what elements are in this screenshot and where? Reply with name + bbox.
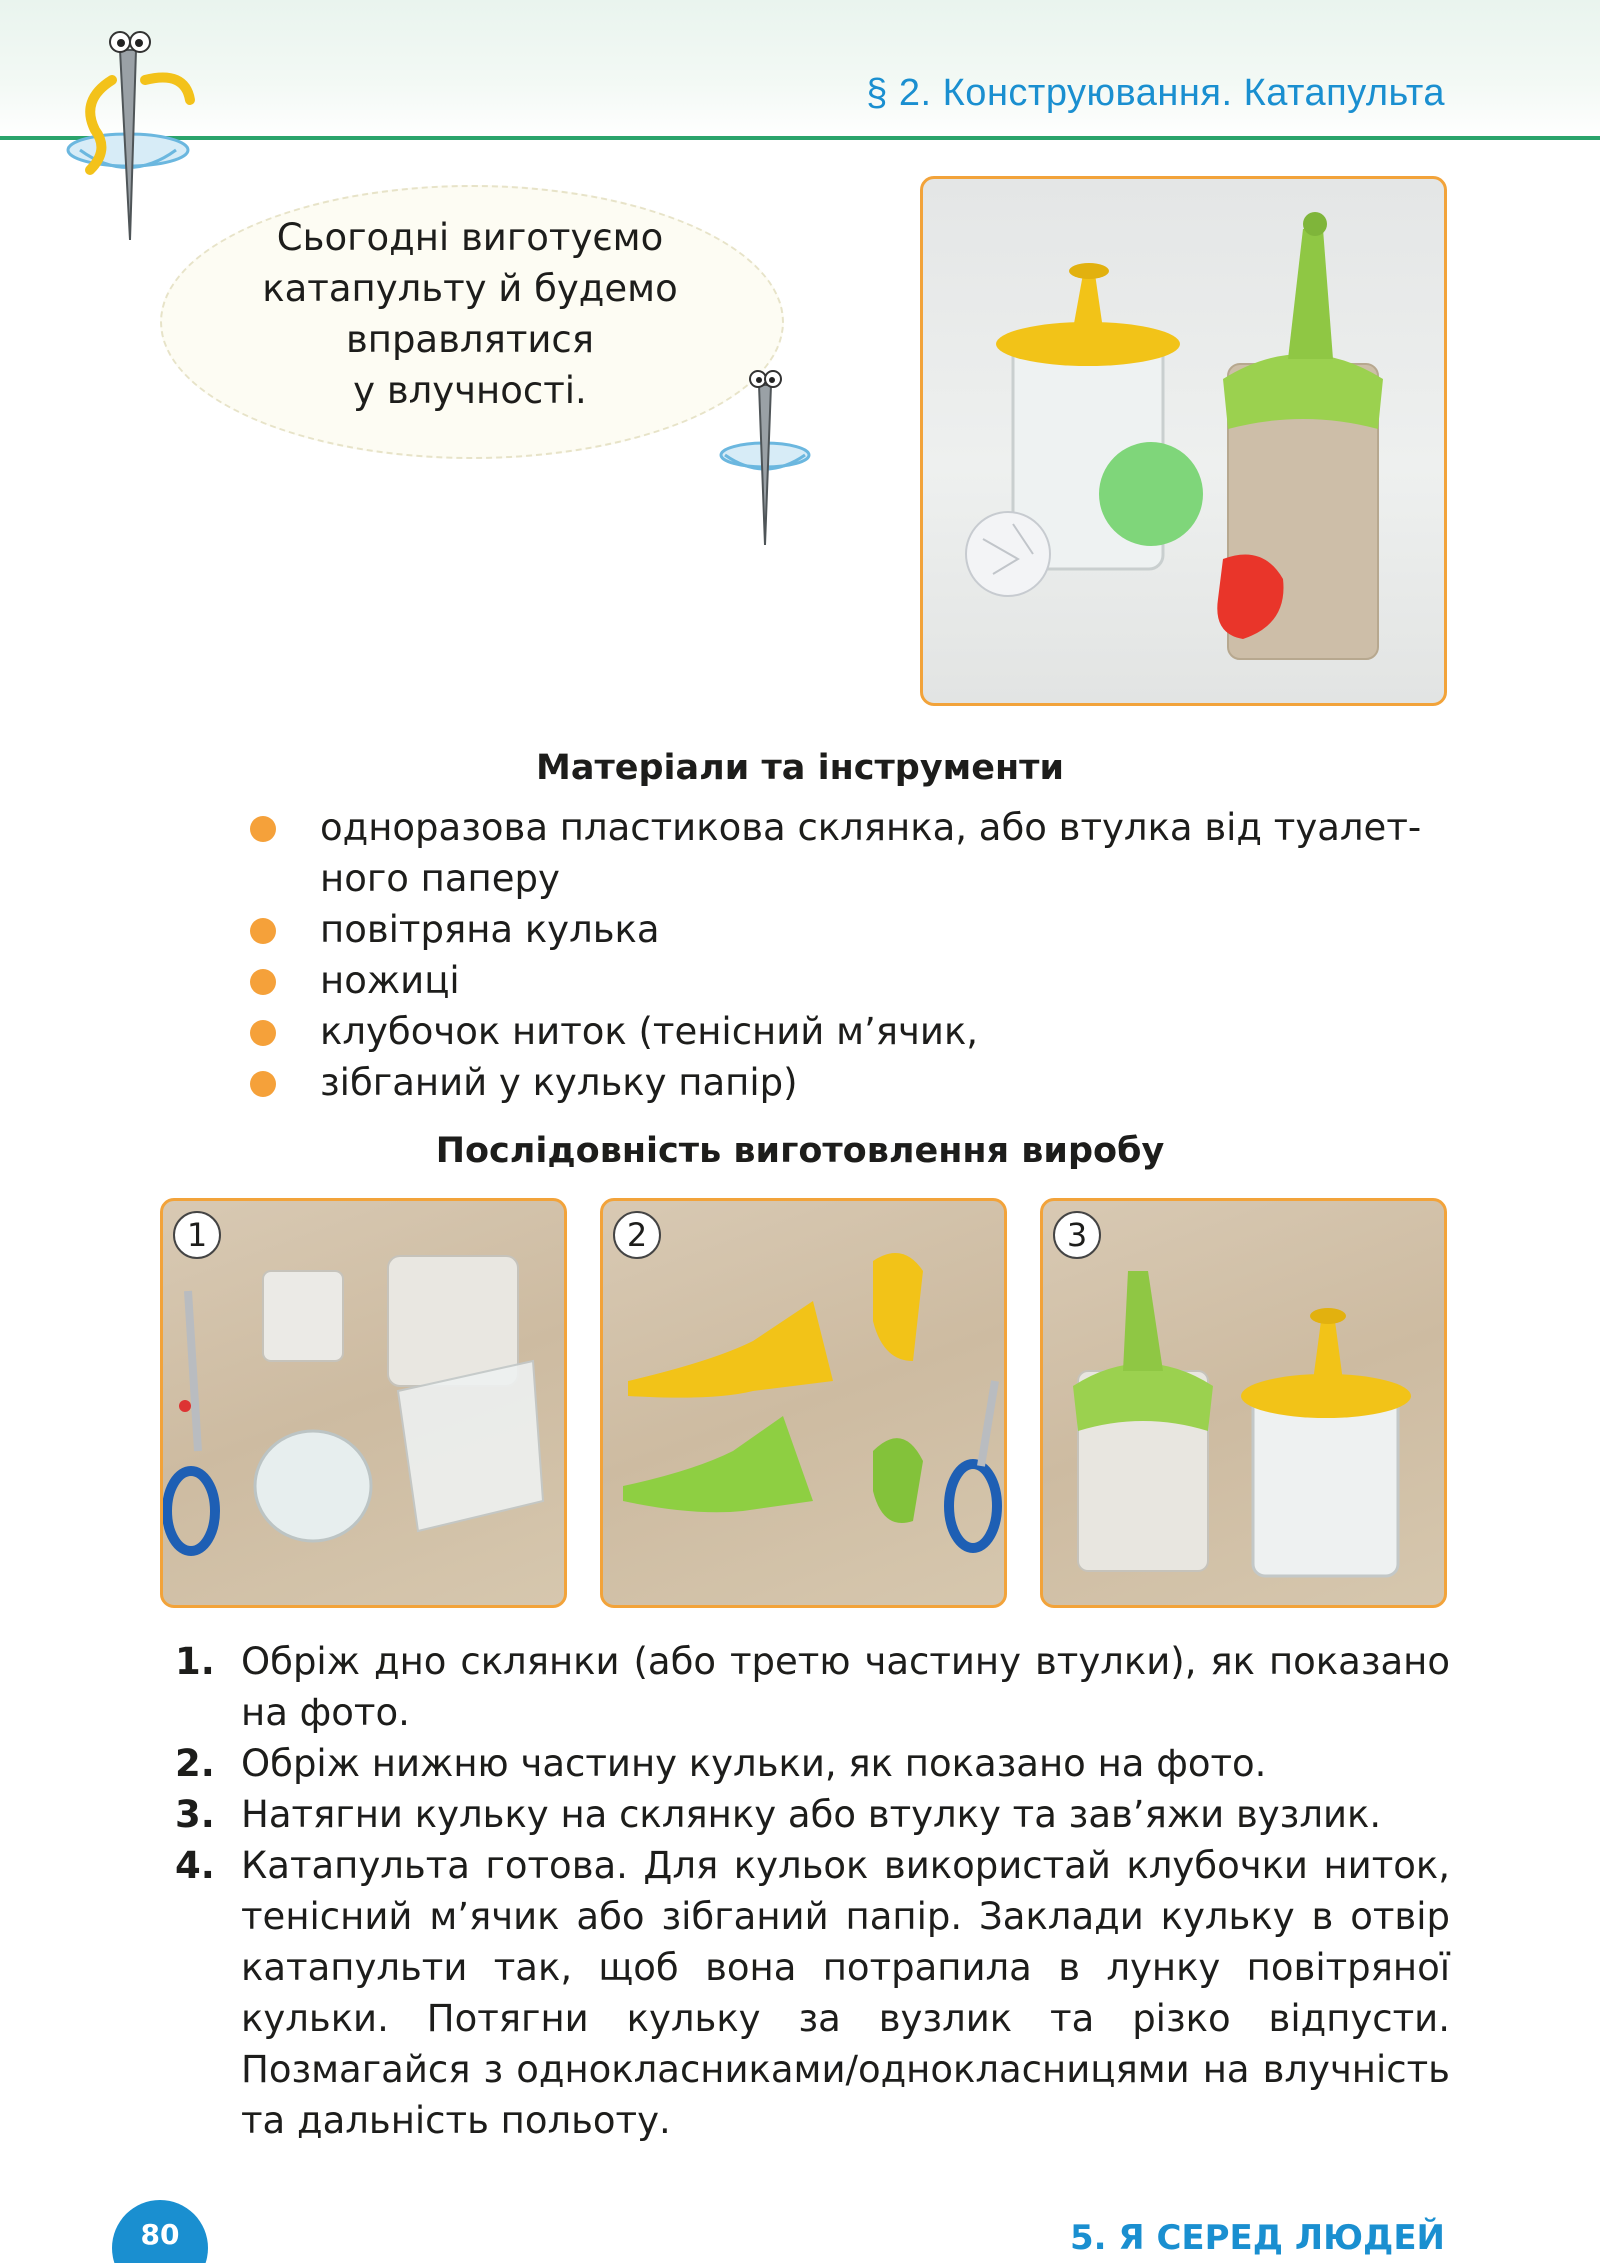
bullet-icon xyxy=(250,816,276,842)
list-item xyxy=(250,802,1450,904)
step-photo-3 xyxy=(1040,1198,1447,1608)
bullet-icon xyxy=(250,918,276,944)
bullet-icon xyxy=(250,1020,276,1046)
step-photos xyxy=(160,1198,1450,1608)
bullet-icon xyxy=(250,1071,276,1097)
page-number: 80 xyxy=(140,2218,180,2251)
speech-line: у влучності. xyxy=(353,369,587,412)
step-1-illustration xyxy=(163,1201,564,1605)
speech-bubble-text xyxy=(210,212,730,416)
material-text: ножиці xyxy=(320,959,460,1002)
step-photo-1 xyxy=(160,1198,567,1608)
step-text: Натягни кульку на склянку або втулку та зав’яжи вузлик. xyxy=(241,1793,1382,1836)
header-divider xyxy=(0,136,1600,140)
materials-heading: Матеріали та інструменти xyxy=(536,748,1064,788)
material-text: повітряна кулька xyxy=(320,908,660,951)
sequence-heading: Послідовність виготовлення виробу xyxy=(435,1131,1165,1171)
needle-mascot-icon xyxy=(50,10,210,250)
step-text: Обріж дно склянки (або третю частину втулки), як показано на фото. xyxy=(241,1640,1450,1734)
header-band xyxy=(0,0,1600,140)
step-2-illustration xyxy=(603,1201,1004,1605)
step-photo-2 xyxy=(600,1198,1007,1608)
step-number: 4. xyxy=(175,1844,215,1887)
finished-catapult-photo xyxy=(920,176,1447,706)
step-number: 3. xyxy=(175,1793,215,1836)
list-item xyxy=(175,1789,1450,1840)
list-item xyxy=(250,1006,1450,1057)
speech-line: Сьогодні виготуємо xyxy=(276,216,664,259)
material-text-continued: ного паперу xyxy=(320,857,560,900)
step-number-badge: 3 xyxy=(1053,1211,1101,1259)
speech-line: вправлятися xyxy=(345,318,595,361)
chapter-title: 5. Я СЕРЕД ЛЮДЕЙ xyxy=(1070,2218,1445,2258)
material-text: зібганий у кульку папір) xyxy=(320,1061,798,1104)
list-item xyxy=(175,1738,1450,1789)
list-item xyxy=(250,904,1450,955)
materials-list xyxy=(250,802,1450,1108)
steps-list xyxy=(175,1636,1450,2146)
material-text: одноразова пластикова склянка, або втулка від туалет- xyxy=(320,806,1422,849)
material-text: клубочок ниток (тенісний м’ячик, xyxy=(320,1010,979,1053)
step-3-illustration xyxy=(1043,1201,1444,1605)
step-text: Обріж нижню частину кульки, як показано на фото. xyxy=(241,1742,1267,1785)
page-number-badge xyxy=(112,2200,208,2263)
list-item xyxy=(175,1840,1450,2146)
catapult-illustration xyxy=(923,179,1444,703)
section-title: § 2. Конструювання. Катапульта xyxy=(866,72,1445,114)
step-number-badge: 1 xyxy=(173,1211,221,1259)
step-number-badge: 2 xyxy=(613,1211,661,1259)
list-item xyxy=(175,1636,1450,1738)
step-text: Катапульта готова. Для кульок використай клубочки ниток, тенісний м’ячик або зібганий папір. Заклади кульку в отвір катапульти так, щоб вона потрапила в лунку повітряної кульки. Потягни кульку за вузлик та різко відпусти. Позмагайся з однокласниками/однокласницями на влучність та дальність польоту. xyxy=(241,1844,1450,2142)
bullet-icon xyxy=(250,969,276,995)
step-number: 2. xyxy=(175,1742,215,1785)
step-number: 1. xyxy=(175,1640,215,1683)
list-item xyxy=(250,1057,1450,1108)
list-item xyxy=(250,955,1450,1006)
small-needle-icon xyxy=(715,365,815,555)
speech-line: катапульту й будемо xyxy=(262,267,678,310)
